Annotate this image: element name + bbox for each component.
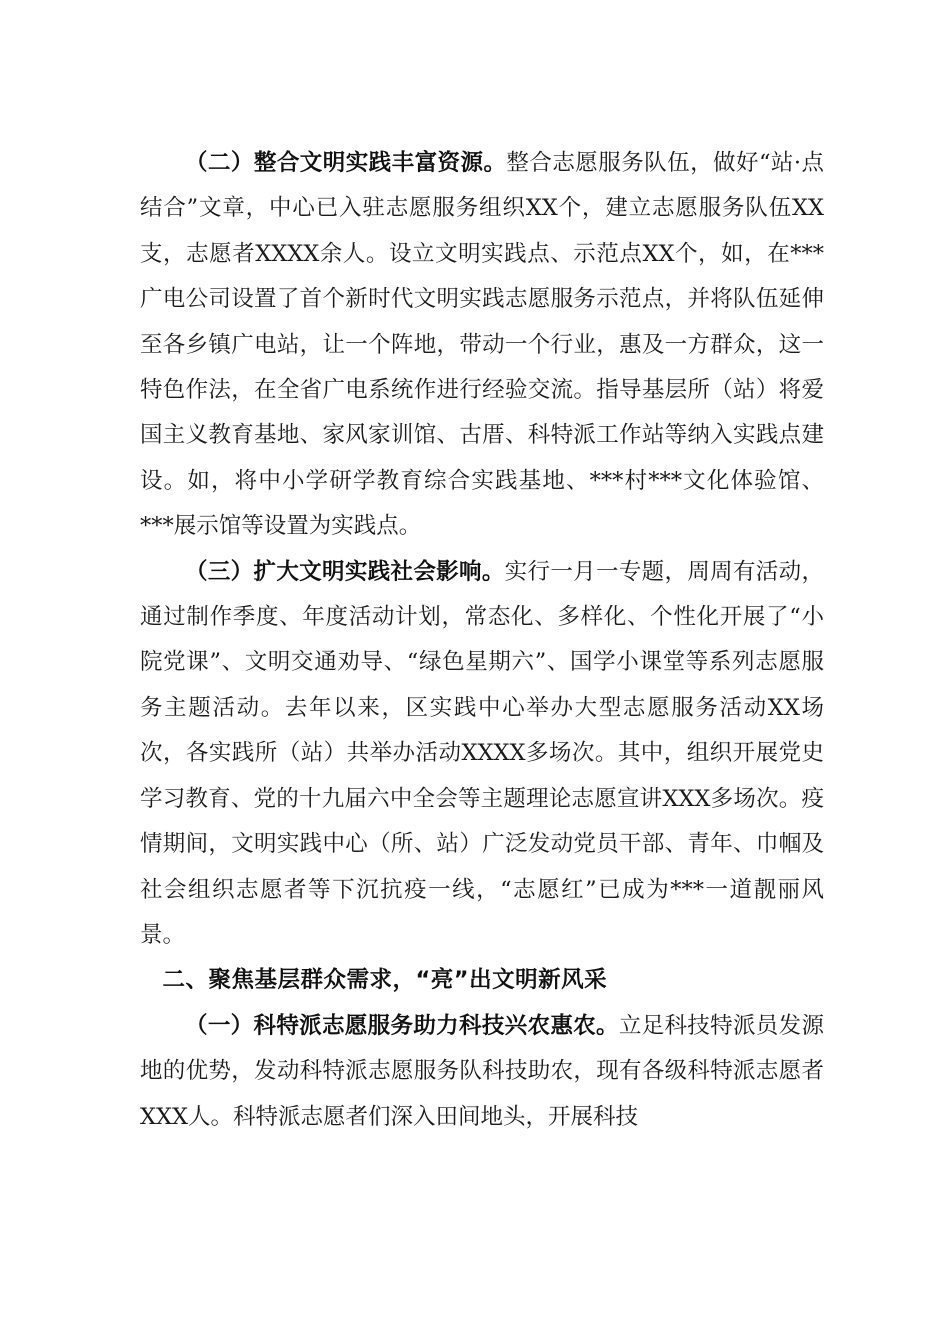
- document-body: [140, 141, 824, 1140]
- paragraph-body: 立足科技特派员发源地的优势，发动科特派志愿服务队科技助农，现有各级科特派志愿者XXX人。科特派志愿者们深入田间地头，开展科技: [140, 1012, 824, 1130]
- paragraph-expand-influence: [140, 550, 824, 959]
- paragraph-lead: （三）扩大文明实践社会影响。: [185, 558, 505, 585]
- paragraph-lead: （二）整合文明实践丰富资源。: [185, 150, 507, 176]
- paragraph-body: 整合志愿服务队伍，做好“站·点结合”文章，中心已入驻志愿服务组织XX个，建立志愿服务队伍XX支，志愿者XXXX余人。设立文明实践点、示范点XX个，如，在***广电公司设置了首个新时代文明实践志愿服务示范点，并将队伍延伸至各乡镇广电站，让一个阵地，带动一个行业，惠及一方群众，这一特色作法，在全省广电系统作进行经验交流。指导基层所（站）将爱国主义教育基地、家风家训馆、古厝、科特派工作站等纳入实践点建设。如，将中小学研学教育综合实践基地、***村***文化体验馆、***展示馆等设置为实践点。: [140, 150, 824, 540]
- paragraph-integrate-resources: [140, 141, 824, 550]
- paragraph-body: 实行一月一专题，周周有活动，通过制作季度、年度活动计划，常态化、多样化、个性化开展了“小院党课”、文明交通劝导、“绿色星期六”、国学小课堂等系列志愿服务主题活动。去年以来，区实践中心举办大型志愿服务活动XX场次，各实践所（站）共举办活动XXXX多场次。其中，组织开展党史学习教育、党的十九届六中全会等主题理论志愿宣讲XXX多场次。疫情期间，文明实践中心（所、站）广泛发动党员干部、青年、巾帼及社会组织志愿者等下沉抗疫一线，“志愿红”已成为***一道靓丽风景。: [140, 558, 824, 948]
- paragraph-tech-volunteers: [140, 1004, 824, 1140]
- section-heading: 二、聚焦基层群众需求，“亮”出文明新风采: [162, 967, 608, 994]
- paragraph-lead: （一）科特派志愿服务助力科技兴农惠农。: [185, 1012, 619, 1039]
